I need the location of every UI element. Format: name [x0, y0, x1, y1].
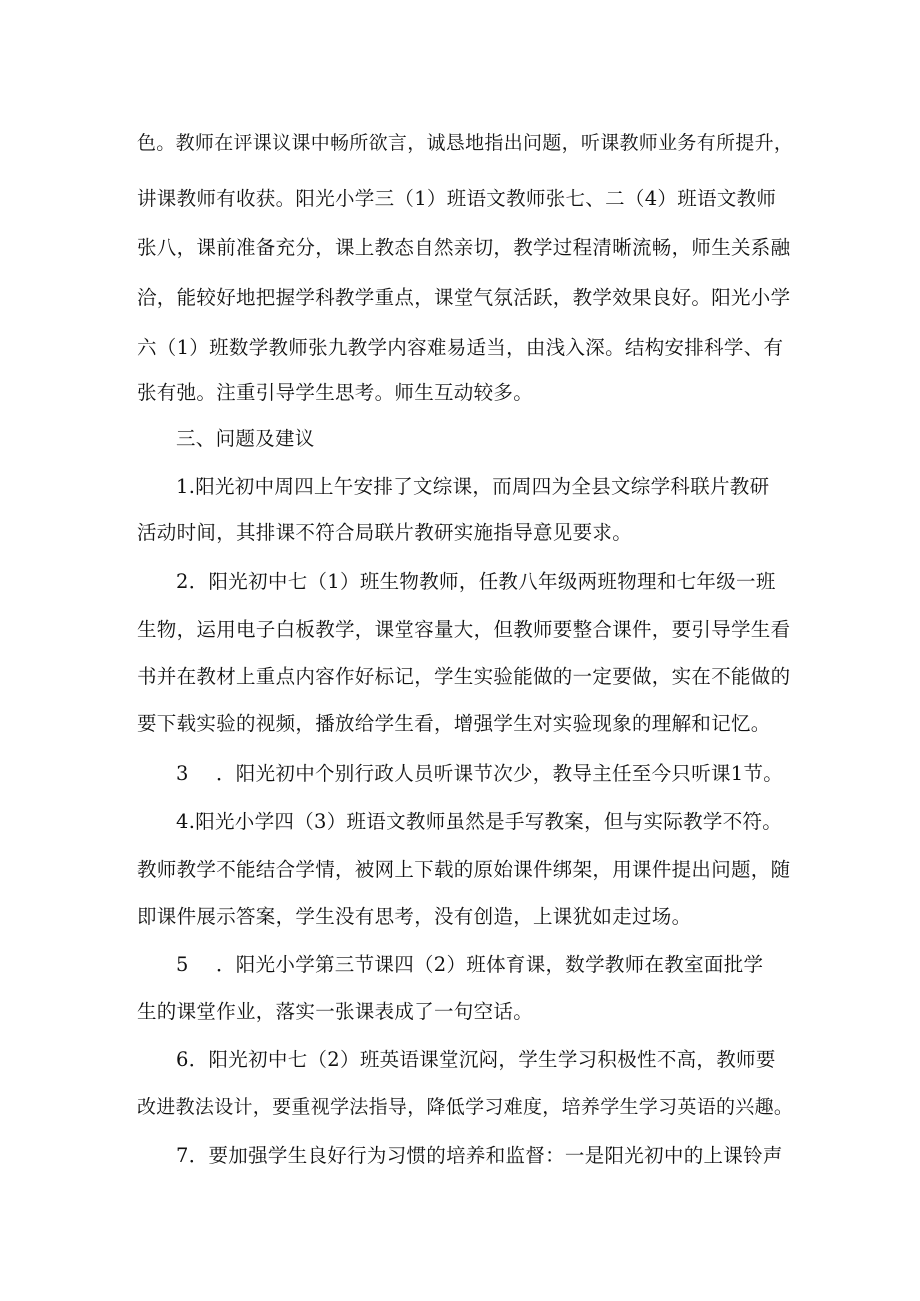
paragraph-line: 6．阳光初中七（2）班英语课堂沉闷，学生学习积极性不高，教师要 — [176, 1048, 776, 1071]
paragraph-line: 4.阳光小学四（3）班语文教师虽然是手写教案，但与实际教学不符。 — [176, 810, 783, 833]
paragraph-line: 改进教法设计，要重视学法指导，降低学习难度，培养学生学习英语的兴趣。 — [137, 1096, 794, 1118]
item-number: 3 — [176, 762, 189, 785]
paragraph-line: 讲课教师有收获。阳光小学三（1）班语文教师张七、二（4）班语文教师 — [137, 187, 777, 210]
paragraph-line: 教师教学不能结合学情，被网上下载的原始课件绑架，用课件提出问题，随 — [137, 858, 791, 881]
paragraph-line: 洽，能较好地把握学科教学重点，课堂气氛活跃，教学效果良好。阳光小学 — [137, 286, 791, 309]
paragraph-line: 书并在教材上重点内容作好标记，学生实验能做的一定要做，实在不能做的 — [137, 665, 791, 688]
paragraph-line: 张八，课前准备充分，课上教态自然亲切，教学过程清晰流畅，师生关系融 — [137, 236, 791, 259]
paragraph-line: 7．要加强学生良好行为习惯的培养和监督：一是阳光初中的上课铃声 — [176, 1144, 783, 1167]
numbered-item-line — [176, 953, 763, 977]
paragraph-line: 张有弛。注重引导学生思考。师生互动较多。 — [137, 381, 534, 404]
paragraph-line: 活动时间，其排课不符合局联片教研实施指导意见要求。 — [137, 521, 633, 544]
section-heading: 三、问题及建议 — [176, 427, 315, 450]
item-number: 5 — [176, 953, 189, 976]
paragraph-line: 六（1）班数学教师张九教学内容难易适当，由浅入深。结构安排科学、有 — [137, 336, 784, 359]
item-text: ．阳光初中个别行政人员听课节次少，教导主任至今只听课1节。 — [216, 762, 784, 785]
paragraph-line: 生物，运用电子白板教学，课堂容量大，但教师要整合课件，要引导学生看 — [137, 618, 791, 641]
paragraph-line: 2．阳光初中七（1）班生物教师，任教八年级两班物理和七年级一班 — [176, 570, 776, 593]
paragraph-line: 生的课堂作业，落实一张课表成了一句空话。 — [137, 1000, 534, 1023]
paragraph-line: 1.阳光初中周四上午安排了文综课，而周四为全县文综学科联片教研 — [176, 475, 770, 498]
paragraph-line: 要下载实验的视频，播放给学生看，增强学生对实验现象的理解和记忆。 — [137, 712, 771, 735]
item-text: ．阳光小学第三节课四（2）班体育课，数学教师在教室面批学 — [216, 953, 764, 976]
paragraph-line: 色。教师在评课议课中畅所欲言，诚恳地指出问题，听课教师业务有所提升， — [137, 132, 794, 154]
numbered-item-line — [176, 762, 783, 786]
paragraph-line: 即课件展示答案，学生没有思考，没有创造，上课犹如走过场。 — [137, 905, 692, 928]
